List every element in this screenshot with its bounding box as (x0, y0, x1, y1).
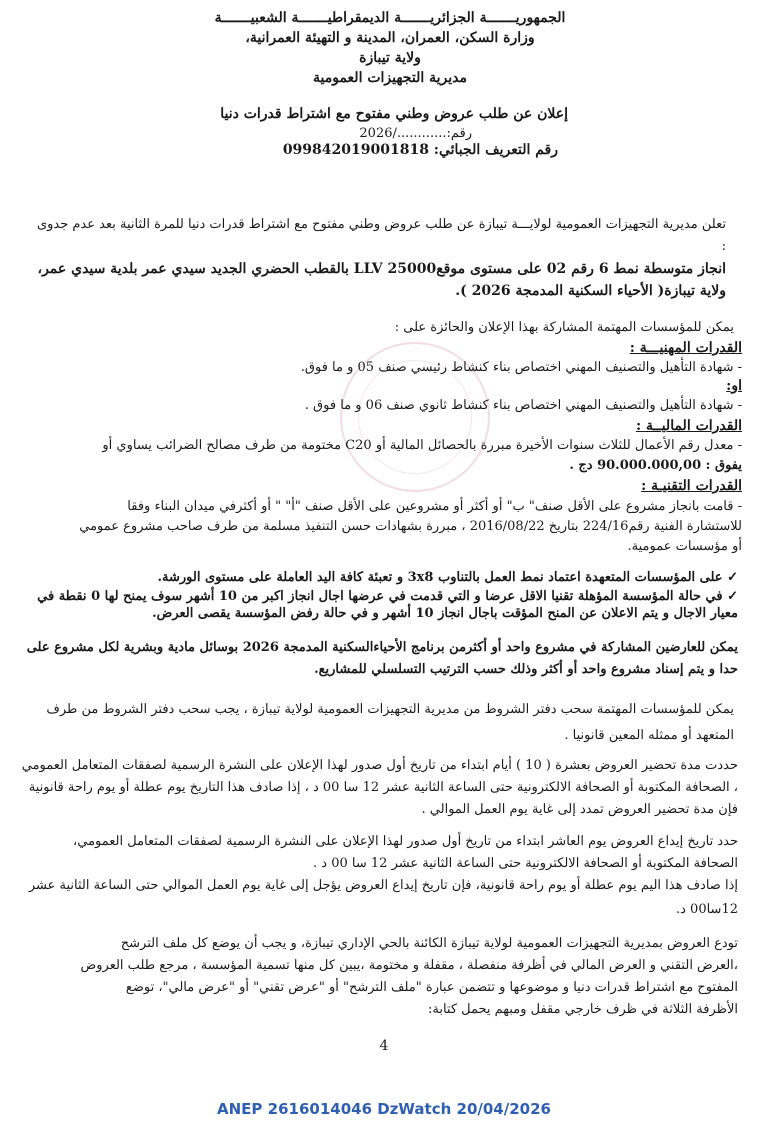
deadline-line-2: ، الصحافة المكتوبة أو الصحافة الالكترونية حتى الساعة الثانية عشر 12 سا 00 د ، إذا صادف هذا التاريخ يوم عطلة أو يوم راحة قانونية (28, 780, 738, 795)
specs-line-2: المتعهد أو ممثله المعين قانونيا . (564, 728, 734, 743)
envelope-line-3: المفتوح مع اشتراط قدرات دنيا و موضوعها و تتضمن عبارة "ملف الترشح" أو "عرض تقني" أو "عرض مالي"، توضع (125, 980, 738, 995)
submission-line-2: الصحافة المكتوبة أو الصحافة الالكترونية حتى الساعة الثانية عشر 12 سا 00 د . (313, 856, 738, 871)
check-item: ✓ على المؤسسات المتعهدة اعتماد نمط العمل بالتناوب 3x8 و تعبئة كافة اليد العاملة على مستوى الورشة. (157, 570, 738, 585)
program-line-1: يمكن للعارضين المشاركة في مشروع واحد أو أكثرمن برنامج الأحياءالسكنية المدمجة 2026 بوسائل مادية وبشرية لكل مشروع على (26, 640, 738, 655)
check-icon: ✓ (722, 589, 738, 604)
envelope-line-2: ،العرض التقني و العرض المالي في أظرفة منفصلة ، مقفلة و مختومة ،يبين كل منها تسمية المؤسسة ، مرجع طلب العروض (80, 958, 738, 973)
ministry-name: وزارة السكن، العمران، المدينة و التهيئة العمرانية، (245, 30, 535, 46)
republic-title: الجمهوريـــــــة الجزائريـــــــة الديمقراطيـــــــة الشعبيـــــــة (214, 10, 566, 26)
technical-line-1: - قامت بانجاز مشروع على الأقل صنف" ب" أو أكثر أو مشروعين على الأقل صنف "أ" " أو أكثرفي ميدان البناء وفقا (127, 499, 742, 514)
envelope-line-1: تودع العروض بمديرية التجهيزات العمومية لولاية تيبازة الكائنة بالحي الإداري تيبازة، و يجب أن يوضع كل ملف الترشح (120, 936, 738, 951)
deadline-line-3: فإن مدة تحضير العروض تمدد إلى غاية يوم العمل الموالي . (421, 802, 738, 817)
check-item-continuation: معيار الاجال و يتم الاعلان عن المنح المؤقت باجال انجاز 10 أشهر و في حالة رفض المؤسسة يقصى العرض. (152, 606, 738, 621)
technical-line-3: أو مؤسسات عمومية. (627, 539, 742, 554)
intro-paragraph: تعلن مديرية التجهيزات العمومية لولايـــة تيبازة عن طلب عروض وطني مفتوح مع اشتراط قدرات دنيا للمرة الثانية بعد عدم جدوى : (36, 217, 726, 254)
check-icon: ✓ (722, 570, 738, 585)
directorate-name: مديرية التجهيزات العمومية (313, 70, 467, 86)
announcement-number: رقم:............/2026 (359, 126, 472, 141)
submission-line-1: حدد تاريخ إيداع العروض يوم العاشر ابتداء من تاريخ أول صدور لهذا الإعلان على النشرة الرسمية لصفقات المتعامل العمومي، (73, 834, 738, 849)
financial-line-1: - معدل رقم الأعمال للثلاث سنوات الأخيرة مبررة بالحصائل المالية أو C20 مختومة من طرف مصالح الضرائب يساوي أو (102, 438, 742, 453)
tax-id: رقم التعريف الجبائي: 09984201900181‪8 (282, 142, 558, 158)
technical-line-2: للاستشارة الفنية رقم224/16 بتاريخ 2016/08/22 ، مبررة بشهادات حسن التنفيذ مسلمة من طرف صاحب مشروع عمومي (79, 519, 742, 534)
professional-line-1: - شهادة التأهيل والتصنيف المهني اختصاص بناء كنشاط رئيسي صنف 05 و ما فوق. (300, 360, 742, 375)
eligibility-text: يمكن للمؤسسات المهتمة المشاركة بهذا الإعلان والحائزة على : (394, 320, 734, 335)
program-line-2: حدا و يتم إسناد مشروع واحد أو أكثر وذلك حسب الترتيب التسلسلي للمشاريع. (314, 662, 738, 677)
publication-footer: ANEP 2616014046 DzWatch 20/04/2026 (217, 1100, 551, 1118)
financial-heading: القدرات الماليــة : (635, 418, 742, 434)
check-item: ✓ في حالة المؤسسة المؤهلة تقنيا الاقل عرضا و التي قدمت في عرضها اجال انجاز اكبر من 10 أشهر سوف يمنح لها 0 نقطة في (37, 589, 738, 604)
deadline-line-1: حددت مدة تحضير العروض بعشرة ( 10 ) أيام ابتداء من تاريخ أول صدور لهذا الإعلان على النشرة الرسمية لصفقات المتعامل العمومي (21, 758, 738, 773)
page-number: 4 (379, 1038, 389, 1054)
or-label: او: (726, 378, 742, 394)
technical-heading: القدرات التقنيـة : (641, 478, 742, 494)
submission-line-4: 12سا00 د. (675, 902, 738, 917)
specs-line-1: يمكن للمؤسسات المهتمة سحب دفتر الشروط من مديرية التجهيزات العمومية لولاية تيبازة ، يجب سحب دفتر الشروط من طرف (46, 702, 734, 717)
financial-line-2: يفوق : 90.000.000,00 دج . (569, 458, 742, 473)
announcement-title: إعلان عن طلب عروض وطني مفتوح مع اشتراط قدرات دنيا (220, 106, 568, 122)
wilaya-name: ولاية تيبازة (359, 50, 421, 66)
envelope-line-4: الأظرفة الثلاثة في ظرف خارجي مقفل ومبهم يحمل كتابة: (427, 1002, 738, 1017)
professional-heading: القدرات المهنيـــة : (629, 340, 742, 356)
submission-line-3: إذا صادف هذا اليم يوم عطلة أو يوم راحة قانونية، فإن تاريخ إيداع العروض يؤجل إلى غاية يوم العمل الموالي حتى الساعة الثانية عشر (28, 878, 738, 893)
professional-line-2: - شهادة التأهيل والتصنيف المهني اختصاص بناء كنشاط ثانوي صنف 06 و ما فوق . (304, 398, 742, 413)
project-description: انجاز متوسطة نمط 6 رقم 02 على مستوى موقع25000 LLV بالقطب الحضري الجديد سيدي عمر بلدية سيدي عمر، ولاية تيبازة( الأحياء السكنية المدمجة 2026 ). (37, 261, 726, 299)
